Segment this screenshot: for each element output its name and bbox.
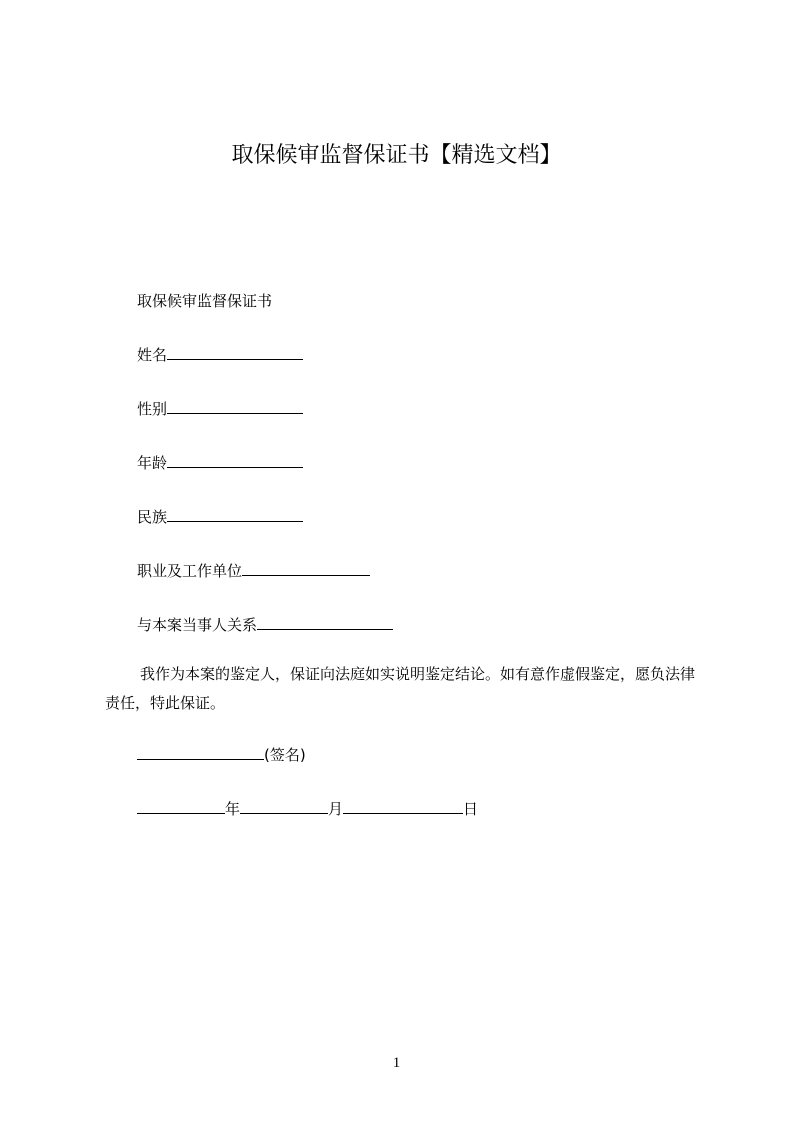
name-blank (167, 343, 303, 360)
ethnicity-label: 民族 (137, 508, 168, 526)
year-label: 年 (225, 800, 241, 818)
year-blank (137, 797, 225, 814)
name-field (137, 343, 303, 366)
occupation-label: 职业及工作单位 (137, 562, 243, 580)
date-line (137, 797, 478, 820)
month-label: 月 (328, 800, 344, 818)
page-number: 1 (392, 1055, 401, 1071)
relation-blank (257, 613, 393, 630)
gender-field (137, 397, 303, 420)
relation-field (137, 613, 393, 636)
guarantee-statement: 我作为本案的鉴定人，保证向法庭如实说明鉴定结论。如有意作虚假鉴定，愿负法律责任，特此保证。 (105, 665, 696, 712)
occupation-blank (242, 559, 370, 576)
name-label: 姓名 (137, 346, 168, 364)
age-field (137, 451, 303, 474)
relation-label: 与本案当事人关系 (137, 616, 258, 634)
document-title: 取保候审监督保证书【精选文档】 (231, 143, 562, 168)
signature-label: (签名) (264, 746, 306, 764)
occupation-field (137, 559, 370, 582)
signature-line (137, 743, 306, 766)
day-blank (343, 797, 463, 814)
age-label: 年龄 (137, 454, 168, 472)
signature-blank (137, 743, 264, 760)
gender-label: 性别 (137, 400, 168, 418)
subtitle: 取保候审监督保证书 (137, 292, 273, 310)
age-blank (167, 451, 303, 468)
gender-blank (167, 397, 303, 414)
month-blank (240, 797, 328, 814)
ethnicity-blank (167, 505, 303, 522)
day-label: 日 (463, 800, 479, 818)
ethnicity-field (137, 505, 303, 528)
